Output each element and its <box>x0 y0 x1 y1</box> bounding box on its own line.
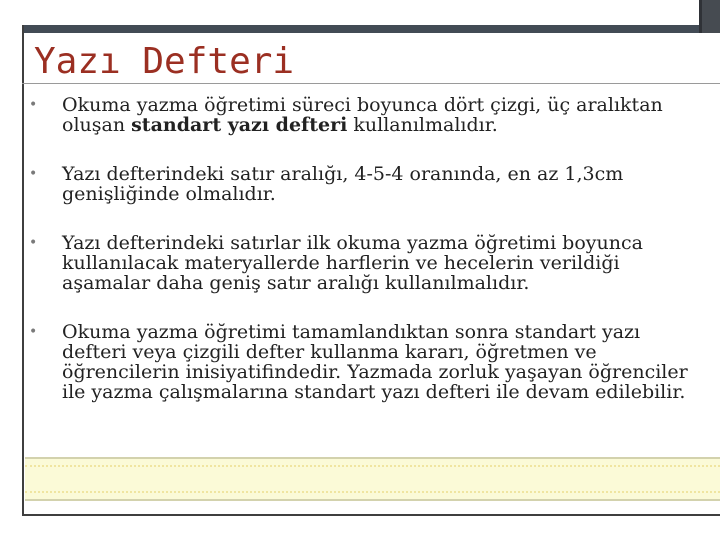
title-divider <box>22 83 720 84</box>
bullet-text-3: Yazı defterindeki satırlar ilk okuma yazma öğretimi boyunca kullanılacak materyallerde harflerin ve hecelerin verildiği aşamalar daha geniş satır aralığı kullanılmalıdır. <box>62 232 643 294</box>
bullet-dot-icon: • <box>29 166 38 182</box>
bullet-text-1b: kullanılmalıdır. <box>347 114 498 136</box>
bullet-text-1-bold: standart yazı defteri <box>131 114 348 136</box>
slide-title: Yazı Defteri <box>34 41 295 82</box>
bullet-text-1a: Okuma yazma öğretimi süreci boyunca dört çizgi, üç aralıktan oluşan <box>62 94 663 136</box>
bullet-item-1 <box>29 95 689 135</box>
footer-band <box>25 457 720 501</box>
bullet-dot-icon: • <box>29 235 38 251</box>
bullet-dot-icon: • <box>29 97 38 113</box>
bullet-item-4 <box>29 322 689 402</box>
bullet-text-2: Yazı defterindeki satır aralığı, 4-5-4 oranında, en az 1,3cm genişliğinde olmalıdır. <box>62 163 624 205</box>
bullet-item-2 <box>29 164 689 204</box>
bullet-list <box>29 95 689 402</box>
bullet-dot-icon: • <box>29 324 38 340</box>
bullet-text-4: Okuma yazma öğretimi tamamlandıktan sonra standart yazı defteri veya çizgili defter kullanma kararı, öğretmen ve öğrencilerin inisiyatifindedir. Yazmada zorluk yaşayan öğrenciler ile yazma çalışmalarına standart yazı defteri ile devam edilebilir. <box>62 321 688 403</box>
footer-dotted-line-bottom <box>25 491 720 493</box>
bullet-item-3 <box>29 233 689 293</box>
footer-dotted-line-top <box>25 465 720 467</box>
